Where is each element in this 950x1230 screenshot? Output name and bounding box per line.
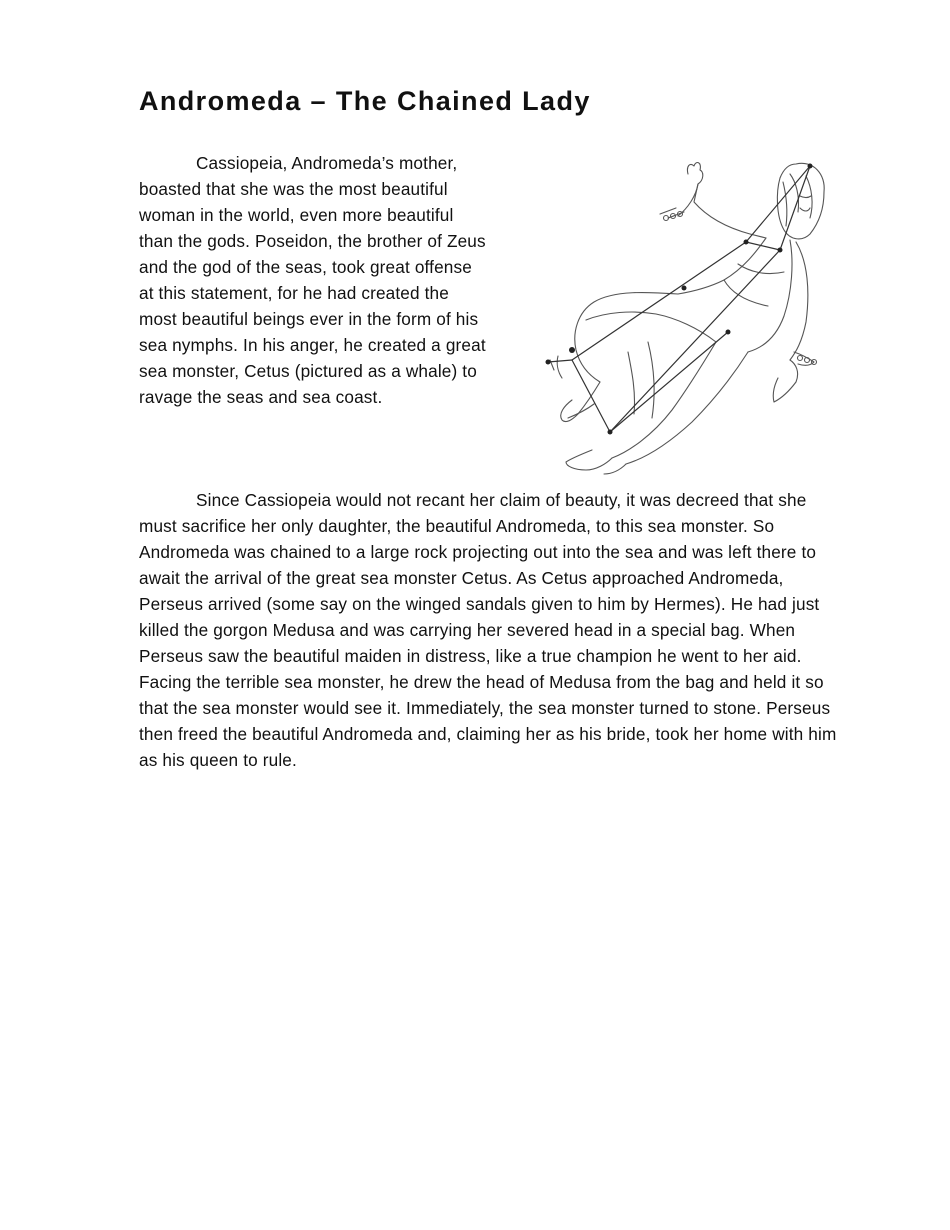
paragraph-1: Cassiopeia, Andromeda’s mother, boasted that she was the most beautiful woman in the world, even more beautiful than the gods. Poseidon, the brother of Zeus and the god of the seas, took great offense at this statement, for he had created the most beautiful beings ever in the form of his sea nymphs. In his anger, he created a great sea monster, Cetus (pictured as a whale) to ravage the seas and sea coast. <box>139 153 486 407</box>
page-title: Andromeda – The Chained Lady <box>139 86 591 116</box>
andromeda-constellation-sketch-icon <box>528 152 838 482</box>
paragraph-2: Since Cassiopeia would not recant her claim of beauty, it was decreed that she must sacrifice her only daughter, the beautiful Andromeda, to this sea monster. So Andromeda was chained to a large rock projecting out into the sea and was left there to await the arrival of the great sea monster Cetus. As Cetus approached Andromeda, Perseus arrived (some say on the winged sandals given to him by Hermes). He had just killed the gorgon Medusa and was carrying her severed head in a special bag. When Perseus saw the beautiful maiden in distress, like a true champion he went to her aid. Facing the terrible sea monster, he drew the head of Medusa from the bag and held it so that the sea monster would see it. Immediately, the sea monster turned to stone. Perseus then freed the beautiful Andromeda and, claiming her as his bride, took her home with him as his queen to rule. <box>139 490 837 770</box>
andromeda-illustration <box>528 152 838 482</box>
